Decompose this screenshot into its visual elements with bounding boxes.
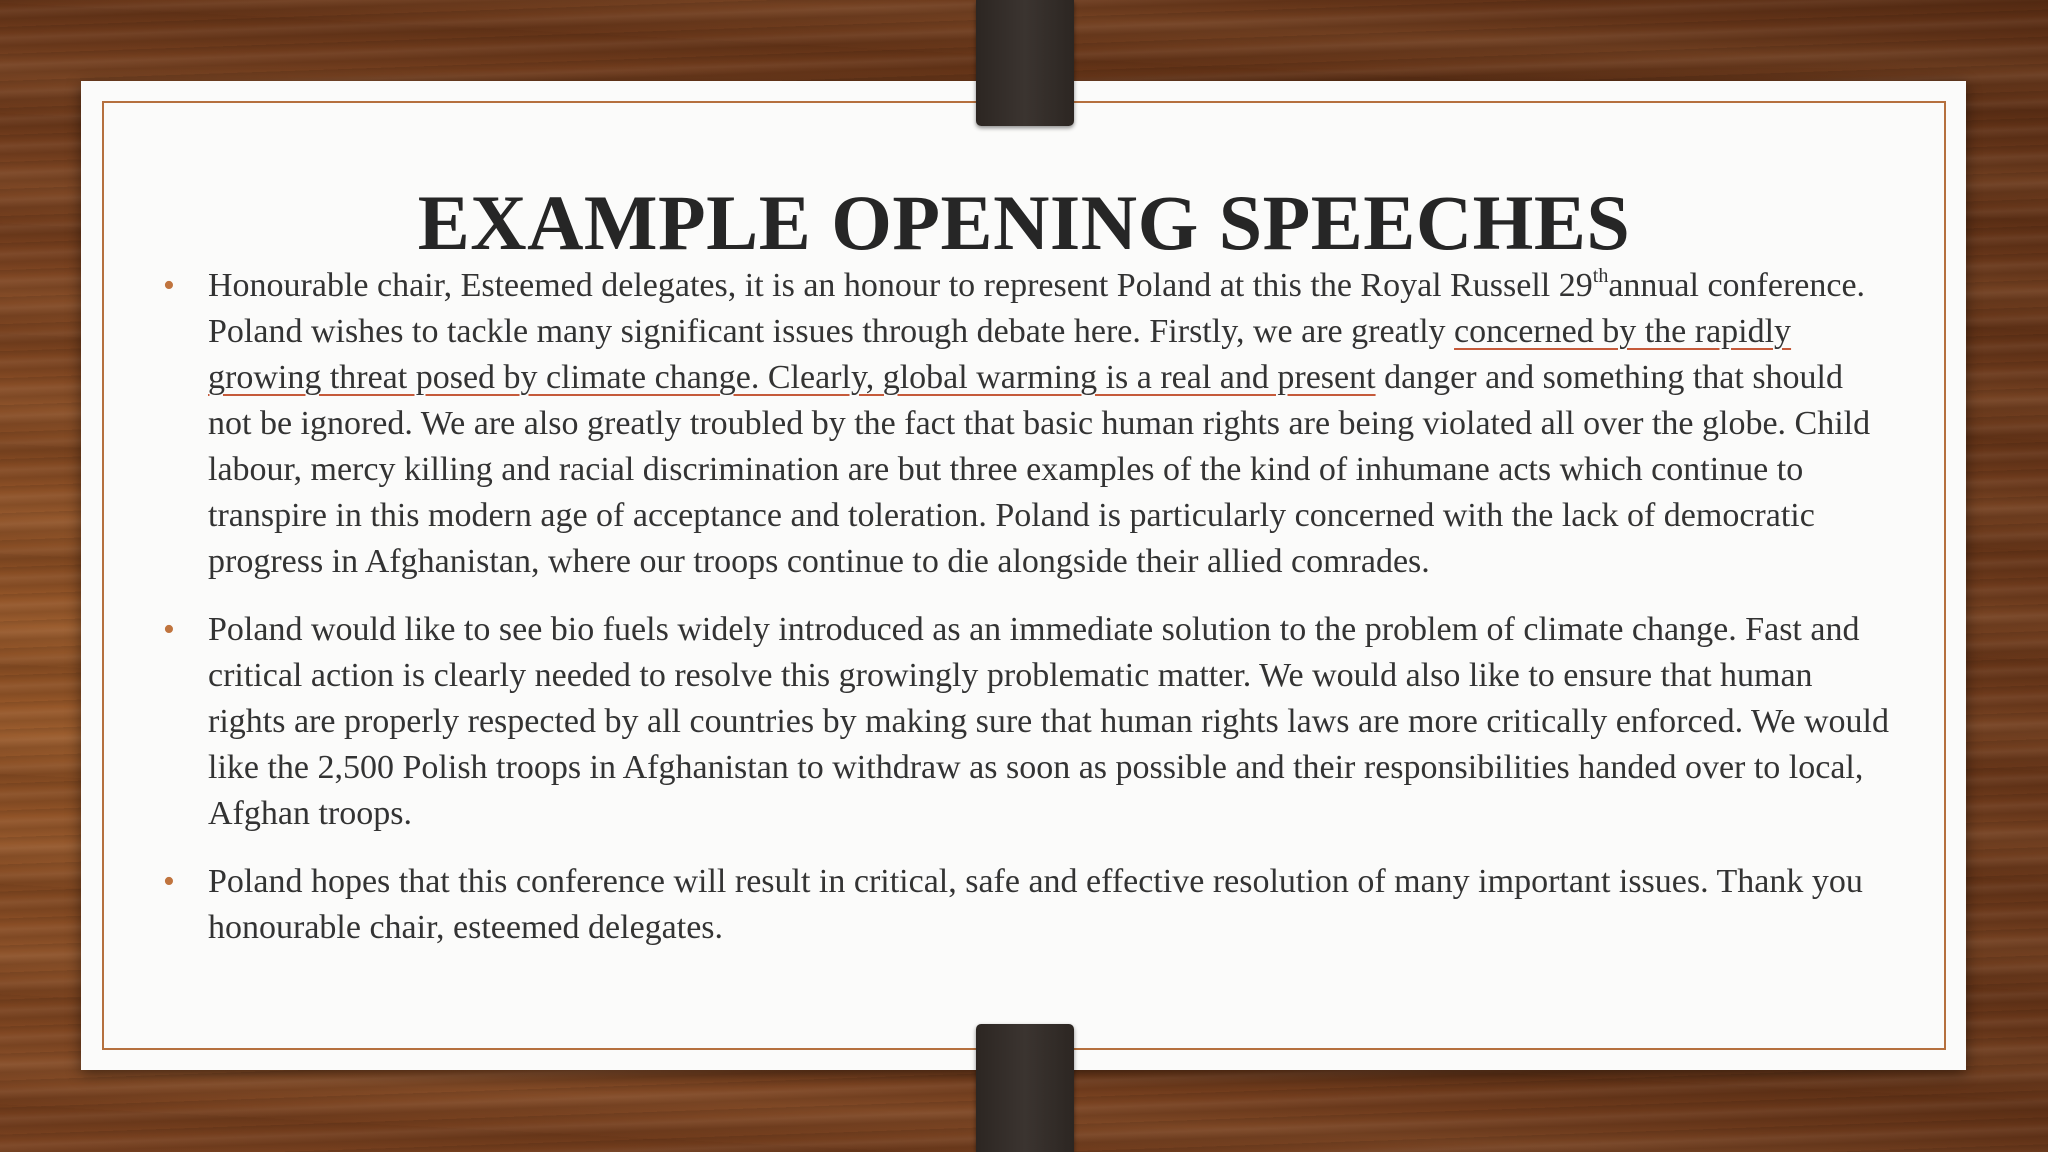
bullet-icon: • bbox=[163, 611, 175, 648]
slide-body bbox=[160, 263, 1892, 973]
paragraph-text: annual conference. Poland wishes to tackle many significant issues through debate here. Firstly, we are greatly bbox=[208, 267, 1866, 350]
bullet-icon: • bbox=[163, 863, 175, 900]
underlined-phrase: concerned by the rapidly growing threat posed by climate change. Clearly, global warming is a real and present bbox=[208, 313, 1792, 396]
paragraph-text: danger and something that should not be ignored. We are also greatly troubled by the fact that basic human rights are being violated all over the globe. Child labour, mercy killing and racial discrimination are but three examples of the kind of inhumane acts which continue to transpire in this modern age of acceptance and toleration. Poland is particularly concerned with the lack of democratic progress in Afghanistan, where our troops continue to die alongside their allied comrades. bbox=[208, 359, 1871, 580]
bullet-paragraph-3 bbox=[160, 859, 1892, 951]
paragraph-text: Poland would like to see bio fuels widely introduced as an immediate solution to the problem of climate change. Fast and critical action is clearly needed to resolve this growingly problematic matter. We would also like to ensure that human rights are properly respected by all countries by making sure that human rights laws are more critically enforced. We would like the 2,500 Polish troops in Afghanistan to withdraw as soon as possible and their responsibilities handed over to local, Afghan troops. bbox=[208, 611, 1889, 832]
bullet-icon: • bbox=[163, 267, 175, 304]
slide-title: EXAMPLE OPENING SPEECHES bbox=[417, 179, 1631, 266]
bullet-paragraph-1 bbox=[160, 263, 1892, 585]
paragraph-text: Poland hopes that this conference will result in critical, safe and effective resolution of many important issues. Thank you honourable chair, esteemed delegates. bbox=[208, 863, 1863, 946]
superscript-ordinal: th bbox=[1592, 265, 1609, 287]
bullet-paragraph-2 bbox=[160, 607, 1892, 837]
paragraph-text: Honourable chair, Esteemed delegates, it is an honour to represent Poland at this the Royal Russell 29 bbox=[208, 267, 1593, 304]
bottom-strap bbox=[976, 1024, 1074, 1152]
top-strap bbox=[976, 0, 1074, 126]
